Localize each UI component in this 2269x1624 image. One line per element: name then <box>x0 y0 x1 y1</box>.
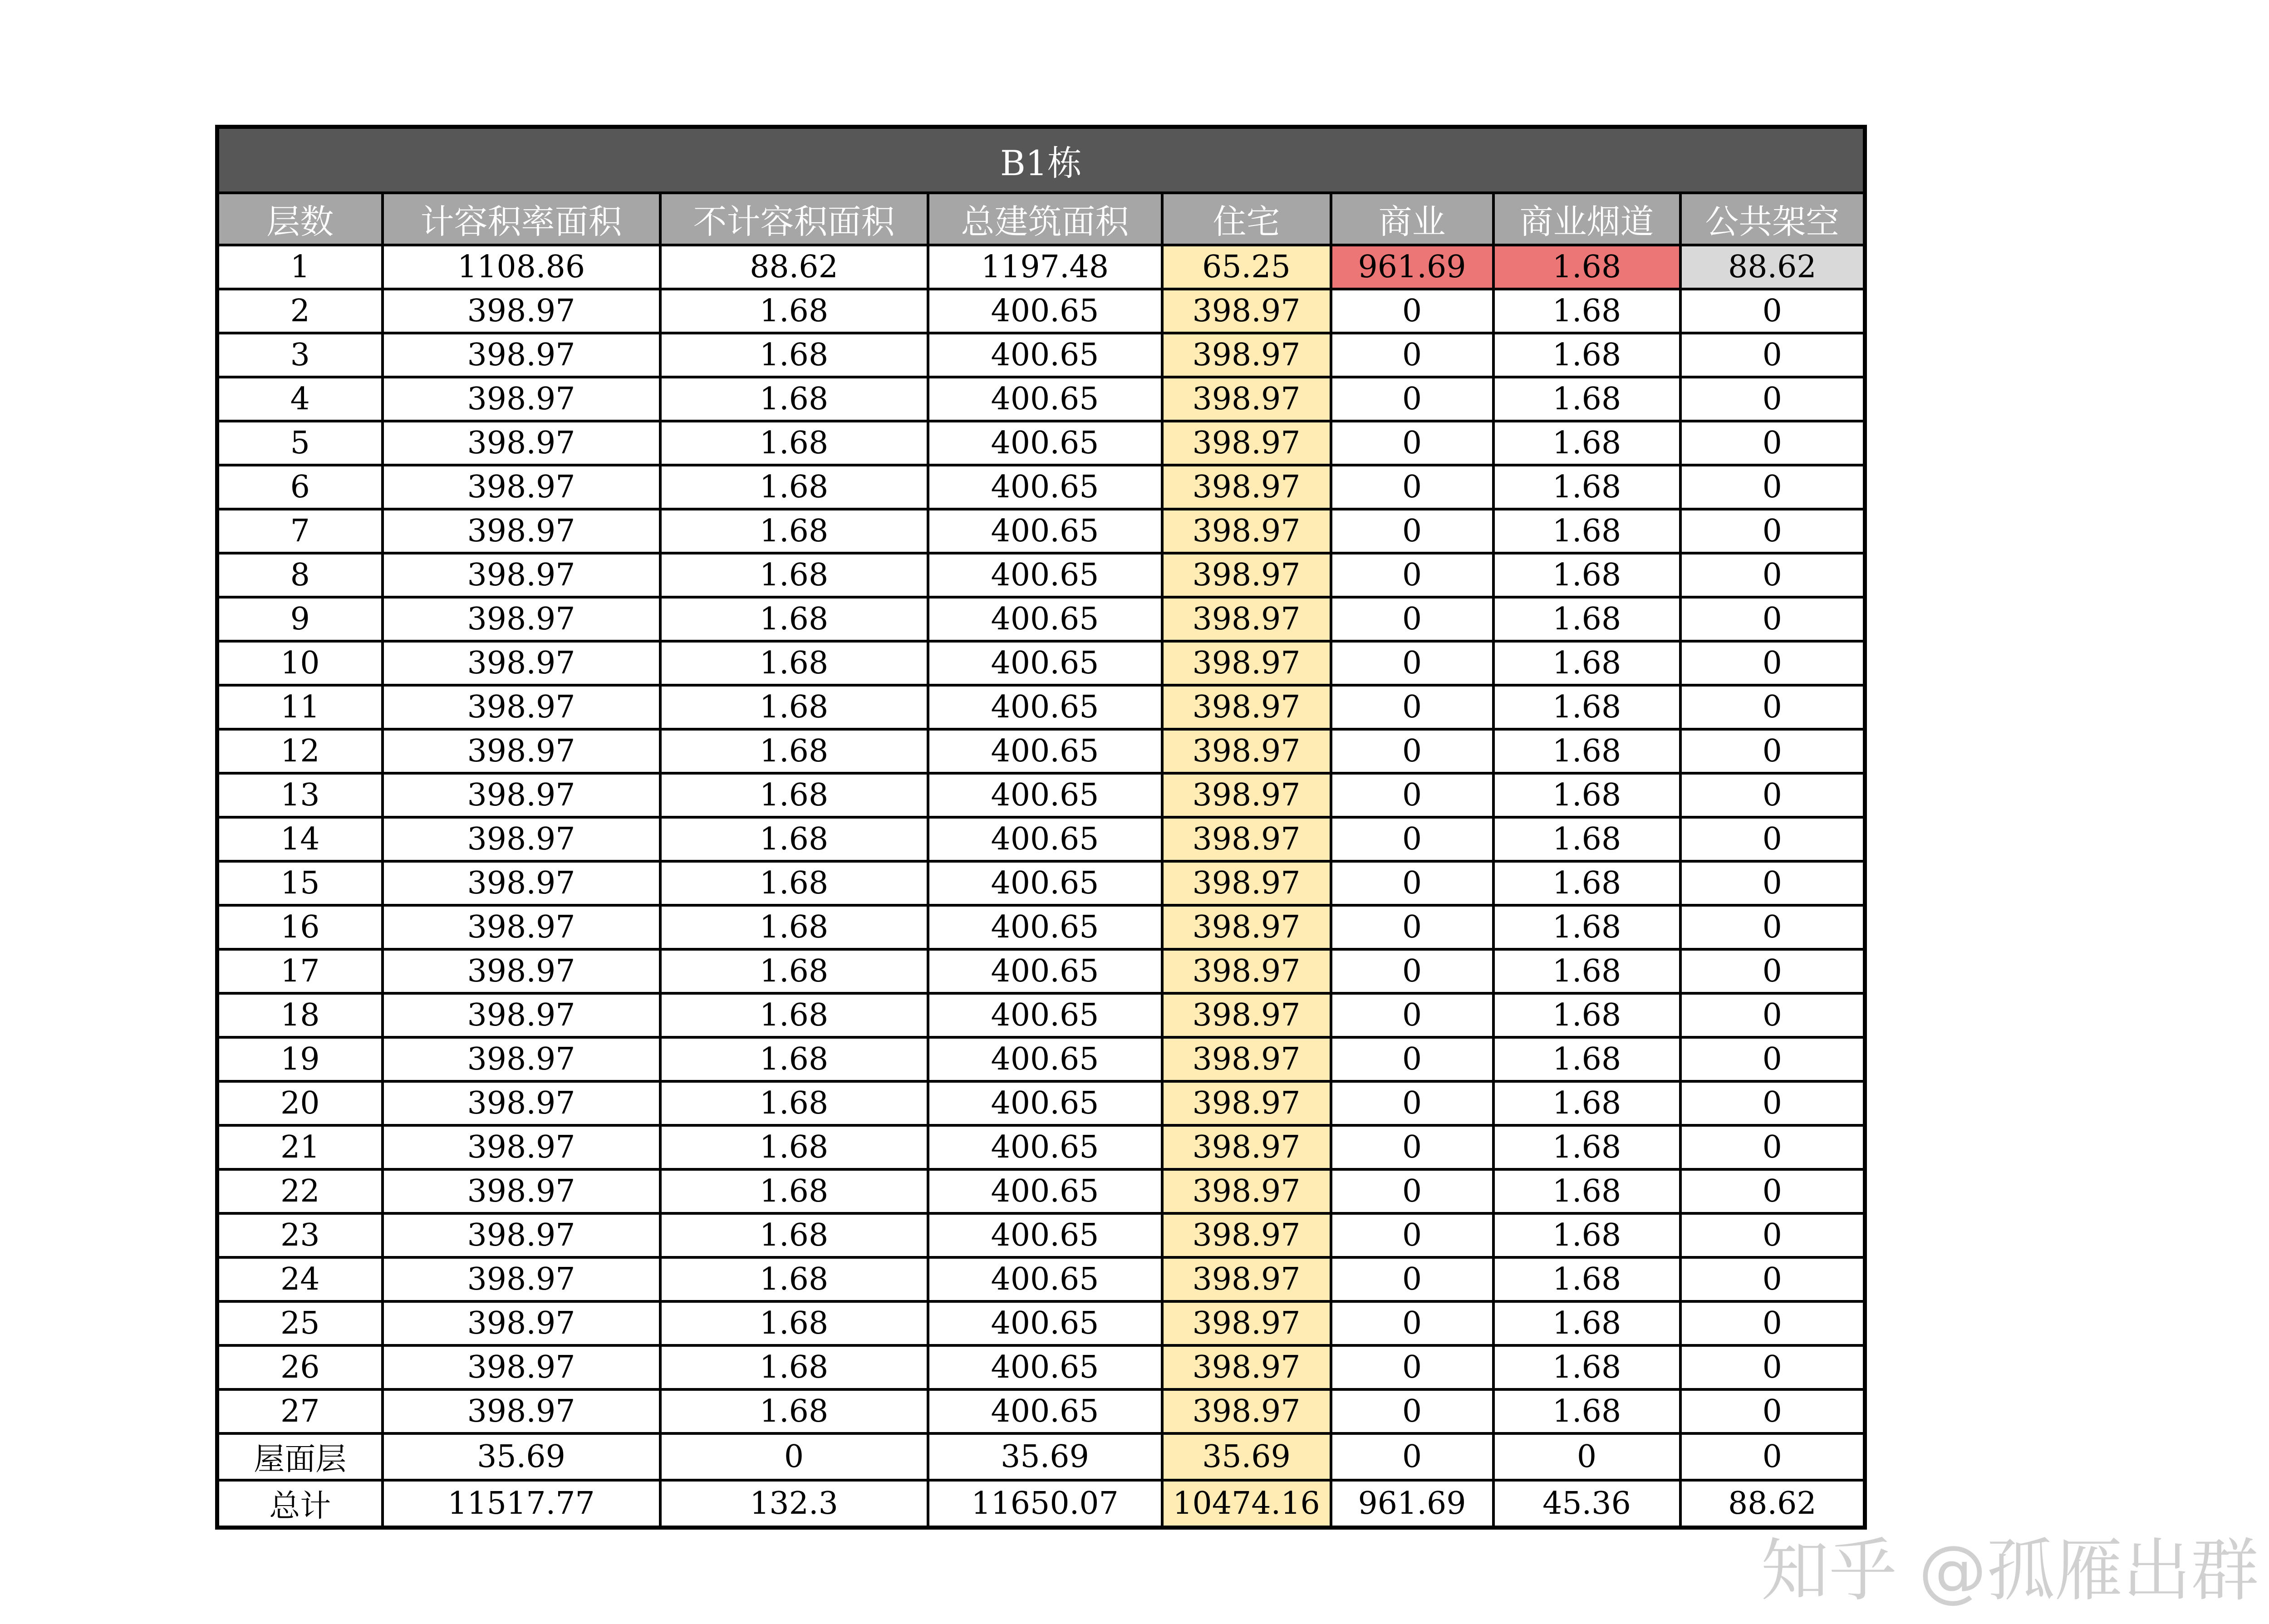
far-area-cell: 398.97 <box>383 421 660 465</box>
table-row <box>217 509 1865 553</box>
commercial-flue-cell: 1.68 <box>1493 509 1680 553</box>
table-row <box>217 685 1865 729</box>
table-row <box>217 377 1865 421</box>
total-area-cell: 1197.48 <box>928 245 1162 289</box>
commercial-cell: 0 <box>1331 509 1493 553</box>
residential-cell: 398.97 <box>1162 553 1331 597</box>
commercial-cell: 0 <box>1331 465 1493 509</box>
commercial-flue-cell: 1.68 <box>1493 1213 1680 1257</box>
floor-cell: 18 <box>217 993 383 1037</box>
non-far-area-cell: 0 <box>660 1433 928 1480</box>
public-overhead-cell: 0 <box>1680 817 1865 861</box>
public-overhead-cell: 88.62 <box>1680 245 1865 289</box>
far-area-cell: 398.97 <box>383 1169 660 1213</box>
commercial-cell: 0 <box>1331 1081 1493 1125</box>
total-area-cell: 400.65 <box>928 1301 1162 1345</box>
far-area-cell: 398.97 <box>383 1213 660 1257</box>
commercial-cell: 0 <box>1331 729 1493 773</box>
total-area-cell: 11650.07 <box>928 1480 1162 1528</box>
commercial-cell: 0 <box>1331 289 1493 333</box>
far-area-cell: 11517.77 <box>383 1480 660 1528</box>
table-row <box>217 861 1865 905</box>
residential-cell: 398.97 <box>1162 1301 1331 1345</box>
public-overhead-cell: 0 <box>1680 553 1865 597</box>
far-area-cell: 398.97 <box>383 729 660 773</box>
public-overhead-cell: 0 <box>1680 333 1865 377</box>
table-row <box>217 289 1865 333</box>
non-far-area-cell: 1.68 <box>660 333 928 377</box>
commercial-flue-cell: 1.68 <box>1493 421 1680 465</box>
header-public-overhead: 公共架空 <box>1680 193 1865 245</box>
commercial-cell: 0 <box>1331 641 1493 685</box>
commercial-flue-cell: 1.68 <box>1493 245 1680 289</box>
total-area-cell: 400.65 <box>928 773 1162 817</box>
commercial-flue-cell: 1.68 <box>1493 729 1680 773</box>
total-area-cell: 400.65 <box>928 1389 1162 1433</box>
watermark: 知乎 @孤雁出群 <box>1761 1531 2259 1610</box>
commercial-cell: 0 <box>1331 773 1493 817</box>
commercial-flue-cell: 1.68 <box>1493 1169 1680 1213</box>
non-far-area-cell: 1.68 <box>660 641 928 685</box>
area-table <box>215 125 1867 1530</box>
table-row <box>217 1389 1865 1433</box>
floor-cell: 22 <box>217 1169 383 1213</box>
non-far-area-cell: 1.68 <box>660 509 928 553</box>
far-area-cell: 398.97 <box>383 905 660 949</box>
public-overhead-cell: 0 <box>1680 597 1865 641</box>
floor-cell: 14 <box>217 817 383 861</box>
far-area-cell: 398.97 <box>383 685 660 729</box>
floor-cell: 12 <box>217 729 383 773</box>
commercial-cell: 0 <box>1331 1345 1493 1389</box>
non-far-area-cell: 132.3 <box>660 1480 928 1528</box>
public-overhead-cell: 0 <box>1680 509 1865 553</box>
far-area-cell: 398.97 <box>383 553 660 597</box>
public-overhead-cell: 0 <box>1680 1169 1865 1213</box>
commercial-cell: 0 <box>1331 333 1493 377</box>
non-far-area-cell: 1.68 <box>660 421 928 465</box>
total-area-cell: 400.65 <box>928 1345 1162 1389</box>
table-row <box>217 1213 1865 1257</box>
total-area-cell: 400.65 <box>928 861 1162 905</box>
residential-cell: 398.97 <box>1162 1213 1331 1257</box>
commercial-cell: 0 <box>1331 597 1493 641</box>
non-far-area-cell: 1.68 <box>660 949 928 993</box>
commercial-flue-cell: 1.68 <box>1493 861 1680 905</box>
commercial-cell: 0 <box>1331 553 1493 597</box>
public-overhead-cell: 88.62 <box>1680 1480 1865 1528</box>
commercial-flue-cell: 1.68 <box>1493 949 1680 993</box>
commercial-cell: 0 <box>1331 949 1493 993</box>
commercial-flue-cell: 1.68 <box>1493 597 1680 641</box>
table-row <box>217 1257 1865 1301</box>
commercial-cell: 0 <box>1331 1213 1493 1257</box>
residential-cell: 398.97 <box>1162 1081 1331 1125</box>
residential-cell: 398.97 <box>1162 289 1331 333</box>
table-row <box>217 773 1865 817</box>
public-overhead-cell: 0 <box>1680 905 1865 949</box>
table-row <box>217 1125 1865 1169</box>
far-area-cell: 398.97 <box>383 1345 660 1389</box>
table-row <box>217 1301 1865 1345</box>
residential-cell: 65.25 <box>1162 245 1331 289</box>
floor-cell: 6 <box>217 465 383 509</box>
non-far-area-cell: 1.68 <box>660 1081 928 1125</box>
total-area-cell: 400.65 <box>928 641 1162 685</box>
far-area-cell: 398.97 <box>383 1081 660 1125</box>
table-row <box>217 949 1865 993</box>
residential-cell: 398.97 <box>1162 1257 1331 1301</box>
public-overhead-cell: 0 <box>1680 685 1865 729</box>
non-far-area-cell: 1.68 <box>660 729 928 773</box>
far-area-cell: 398.97 <box>383 993 660 1037</box>
commercial-cell: 0 <box>1331 1037 1493 1081</box>
commercial-flue-cell: 1.68 <box>1493 377 1680 421</box>
total-area-cell: 400.65 <box>928 1169 1162 1213</box>
commercial-cell: 0 <box>1331 1169 1493 1213</box>
far-area-cell: 1108.86 <box>383 245 660 289</box>
residential-cell: 398.97 <box>1162 685 1331 729</box>
table-row <box>217 817 1865 861</box>
residential-cell: 398.97 <box>1162 1037 1331 1081</box>
non-far-area-cell: 1.68 <box>660 773 928 817</box>
non-far-area-cell: 1.68 <box>660 1345 928 1389</box>
total-area-cell: 400.65 <box>928 289 1162 333</box>
table-row <box>217 245 1865 289</box>
far-area-cell: 398.97 <box>383 1037 660 1081</box>
public-overhead-cell: 0 <box>1680 1257 1865 1301</box>
total-area-cell: 400.65 <box>928 597 1162 641</box>
far-area-cell: 398.97 <box>383 1257 660 1301</box>
residential-cell: 398.97 <box>1162 421 1331 465</box>
floor-cell: 23 <box>217 1213 383 1257</box>
public-overhead-cell: 0 <box>1680 1125 1865 1169</box>
public-overhead-cell: 0 <box>1680 1213 1865 1257</box>
non-far-area-cell: 1.68 <box>660 597 928 641</box>
table-row <box>217 553 1865 597</box>
floor-cell: 25 <box>217 1301 383 1345</box>
far-area-cell: 398.97 <box>383 465 660 509</box>
header-far-area: 计容积率面积 <box>383 193 660 245</box>
residential-cell: 398.97 <box>1162 773 1331 817</box>
residential-cell: 398.97 <box>1162 465 1331 509</box>
non-far-area-cell: 1.68 <box>660 553 928 597</box>
commercial-flue-cell: 1.68 <box>1493 1081 1680 1125</box>
non-far-area-cell: 1.68 <box>660 1389 928 1433</box>
table-row <box>217 1345 1865 1389</box>
floor-cell: 7 <box>217 509 383 553</box>
residential-cell: 398.97 <box>1162 509 1331 553</box>
residential-cell: 35.69 <box>1162 1433 1331 1480</box>
far-area-cell: 398.97 <box>383 377 660 421</box>
floor-cell: 屋面层 <box>217 1433 383 1480</box>
floor-cell: 4 <box>217 377 383 421</box>
commercial-flue-cell: 1.68 <box>1493 553 1680 597</box>
commercial-cell: 0 <box>1331 993 1493 1037</box>
floor-cell: 10 <box>217 641 383 685</box>
commercial-flue-cell: 1.68 <box>1493 817 1680 861</box>
public-overhead-cell: 0 <box>1680 1081 1865 1125</box>
residential-cell: 398.97 <box>1162 641 1331 685</box>
total-area-cell: 400.65 <box>928 333 1162 377</box>
commercial-flue-cell: 1.68 <box>1493 773 1680 817</box>
far-area-cell: 398.97 <box>383 509 660 553</box>
commercial-cell: 961.69 <box>1331 1480 1493 1528</box>
commercial-flue-cell: 1.68 <box>1493 465 1680 509</box>
commercial-flue-cell: 1.68 <box>1493 1037 1680 1081</box>
non-far-area-cell: 1.68 <box>660 685 928 729</box>
commercial-cell: 0 <box>1331 817 1493 861</box>
commercial-cell: 0 <box>1331 421 1493 465</box>
floor-cell: 26 <box>217 1345 383 1389</box>
non-far-area-cell: 88.62 <box>660 245 928 289</box>
table-title: B1栋 <box>217 127 1865 193</box>
commercial-cell: 0 <box>1331 1433 1493 1480</box>
residential-cell: 398.97 <box>1162 333 1331 377</box>
far-area-cell: 398.97 <box>383 861 660 905</box>
total-area-cell: 400.65 <box>928 1257 1162 1301</box>
commercial-flue-cell: 1.68 <box>1493 1389 1680 1433</box>
far-area-cell: 398.97 <box>383 1389 660 1433</box>
total-area-cell: 400.65 <box>928 509 1162 553</box>
total-area-cell: 400.65 <box>928 553 1162 597</box>
residential-cell: 398.97 <box>1162 993 1331 1037</box>
commercial-flue-cell: 1.68 <box>1493 333 1680 377</box>
non-far-area-cell: 1.68 <box>660 1037 928 1081</box>
residential-cell: 398.97 <box>1162 1169 1331 1213</box>
far-area-cell: 398.97 <box>383 1125 660 1169</box>
public-overhead-cell: 0 <box>1680 1345 1865 1389</box>
residential-cell: 398.97 <box>1162 949 1331 993</box>
commercial-cell: 0 <box>1331 1125 1493 1169</box>
total-area-cell: 400.65 <box>928 993 1162 1037</box>
commercial-flue-cell: 1.68 <box>1493 993 1680 1037</box>
floor-cell: 15 <box>217 861 383 905</box>
public-overhead-cell: 0 <box>1680 993 1865 1037</box>
table-row <box>217 465 1865 509</box>
commercial-cell: 961.69 <box>1331 245 1493 289</box>
public-overhead-cell: 0 <box>1680 289 1865 333</box>
residential-cell: 398.97 <box>1162 729 1331 773</box>
table-row <box>217 1081 1865 1125</box>
header-commercial-flue: 商业烟道 <box>1493 193 1680 245</box>
far-area-cell: 398.97 <box>383 289 660 333</box>
public-overhead-cell: 0 <box>1680 729 1865 773</box>
public-overhead-cell: 0 <box>1680 1433 1865 1480</box>
non-far-area-cell: 1.68 <box>660 465 928 509</box>
public-overhead-cell: 0 <box>1680 377 1865 421</box>
floor-cell: 5 <box>217 421 383 465</box>
public-overhead-cell: 0 <box>1680 465 1865 509</box>
residential-cell: 398.97 <box>1162 905 1331 949</box>
residential-cell: 398.97 <box>1162 1125 1331 1169</box>
far-area-cell: 398.97 <box>383 817 660 861</box>
total-area-cell: 400.65 <box>928 1037 1162 1081</box>
far-area-cell: 398.97 <box>383 597 660 641</box>
floor-cell: 11 <box>217 685 383 729</box>
header-floor: 层数 <box>217 193 383 245</box>
commercial-cell: 0 <box>1331 861 1493 905</box>
commercial-cell: 0 <box>1331 1301 1493 1345</box>
far-area-cell: 35.69 <box>383 1433 660 1480</box>
public-overhead-cell: 0 <box>1680 1301 1865 1345</box>
table-row <box>217 421 1865 465</box>
total-area-cell: 400.65 <box>928 729 1162 773</box>
public-overhead-cell: 0 <box>1680 641 1865 685</box>
commercial-flue-cell: 1.68 <box>1493 1301 1680 1345</box>
table-row <box>217 333 1865 377</box>
floor-cell: 17 <box>217 949 383 993</box>
table-row <box>217 641 1865 685</box>
floor-cell: 16 <box>217 905 383 949</box>
far-area-cell: 398.97 <box>383 333 660 377</box>
non-far-area-cell: 1.68 <box>660 817 928 861</box>
non-far-area-cell: 1.68 <box>660 1125 928 1169</box>
far-area-cell: 398.97 <box>383 641 660 685</box>
residential-cell: 398.97 <box>1162 597 1331 641</box>
total-area-cell: 400.65 <box>928 1081 1162 1125</box>
header-commercial: 商业 <box>1331 193 1493 245</box>
non-far-area-cell: 1.68 <box>660 1169 928 1213</box>
total-area-cell: 400.65 <box>928 377 1162 421</box>
total-area-cell: 400.65 <box>928 685 1162 729</box>
commercial-flue-cell: 1.68 <box>1493 1257 1680 1301</box>
non-far-area-cell: 1.68 <box>660 1257 928 1301</box>
header-row <box>217 193 1865 245</box>
floor-cell: 19 <box>217 1037 383 1081</box>
total-area-cell: 400.65 <box>928 421 1162 465</box>
floor-cell: 20 <box>217 1081 383 1125</box>
public-overhead-cell: 0 <box>1680 949 1865 993</box>
table-row <box>217 905 1865 949</box>
public-overhead-cell: 0 <box>1680 773 1865 817</box>
total-area-cell: 400.65 <box>928 1125 1162 1169</box>
far-area-cell: 398.97 <box>383 949 660 993</box>
floor-cell: 13 <box>217 773 383 817</box>
total-area-cell: 400.65 <box>928 1213 1162 1257</box>
floor-cell: 2 <box>217 289 383 333</box>
commercial-flue-cell: 45.36 <box>1493 1480 1680 1528</box>
public-overhead-cell: 0 <box>1680 861 1865 905</box>
table-row <box>217 1433 1865 1480</box>
residential-cell: 398.97 <box>1162 817 1331 861</box>
floor-cell: 24 <box>217 1257 383 1301</box>
table-row <box>217 1169 1865 1213</box>
floor-cell: 27 <box>217 1389 383 1433</box>
non-far-area-cell: 1.68 <box>660 1213 928 1257</box>
far-area-cell: 398.97 <box>383 1301 660 1345</box>
table-row <box>217 993 1865 1037</box>
header-non-far-area: 不计容积面积 <box>660 193 928 245</box>
residential-cell: 398.97 <box>1162 377 1331 421</box>
residential-cell: 398.97 <box>1162 861 1331 905</box>
commercial-flue-cell: 1.68 <box>1493 905 1680 949</box>
public-overhead-cell: 0 <box>1680 421 1865 465</box>
floor-cell: 9 <box>217 597 383 641</box>
header-total-area: 总建筑面积 <box>928 193 1162 245</box>
table-row <box>217 1480 1865 1528</box>
title-row <box>217 127 1865 193</box>
table-row <box>217 729 1865 773</box>
table-row <box>217 1037 1865 1081</box>
total-area-cell: 35.69 <box>928 1433 1162 1480</box>
commercial-flue-cell: 1.68 <box>1493 289 1680 333</box>
floor-cell: 1 <box>217 245 383 289</box>
residential-cell: 398.97 <box>1162 1389 1331 1433</box>
non-far-area-cell: 1.68 <box>660 861 928 905</box>
total-area-cell: 400.65 <box>928 905 1162 949</box>
residential-cell: 10474.16 <box>1162 1480 1331 1528</box>
table-row <box>217 597 1865 641</box>
floor-cell: 总计 <box>217 1480 383 1528</box>
residential-cell: 398.97 <box>1162 1345 1331 1389</box>
total-area-cell: 400.65 <box>928 817 1162 861</box>
floor-cell: 3 <box>217 333 383 377</box>
total-area-cell: 400.65 <box>928 949 1162 993</box>
non-far-area-cell: 1.68 <box>660 993 928 1037</box>
floor-cell: 21 <box>217 1125 383 1169</box>
floor-cell: 8 <box>217 553 383 597</box>
non-far-area-cell: 1.68 <box>660 289 928 333</box>
non-far-area-cell: 1.68 <box>660 905 928 949</box>
commercial-flue-cell: 1.68 <box>1493 1125 1680 1169</box>
public-overhead-cell: 0 <box>1680 1037 1865 1081</box>
public-overhead-cell: 0 <box>1680 1389 1865 1433</box>
non-far-area-cell: 1.68 <box>660 377 928 421</box>
commercial-flue-cell: 1.68 <box>1493 685 1680 729</box>
commercial-flue-cell: 1.68 <box>1493 641 1680 685</box>
far-area-cell: 398.97 <box>383 773 660 817</box>
commercial-flue-cell: 0 <box>1493 1433 1680 1480</box>
commercial-cell: 0 <box>1331 1389 1493 1433</box>
commercial-flue-cell: 1.68 <box>1493 1345 1680 1389</box>
non-far-area-cell: 1.68 <box>660 1301 928 1345</box>
total-area-cell: 400.65 <box>928 465 1162 509</box>
commercial-cell: 0 <box>1331 905 1493 949</box>
commercial-cell: 0 <box>1331 685 1493 729</box>
commercial-cell: 0 <box>1331 1257 1493 1301</box>
header-residential: 住宅 <box>1162 193 1331 245</box>
commercial-cell: 0 <box>1331 377 1493 421</box>
